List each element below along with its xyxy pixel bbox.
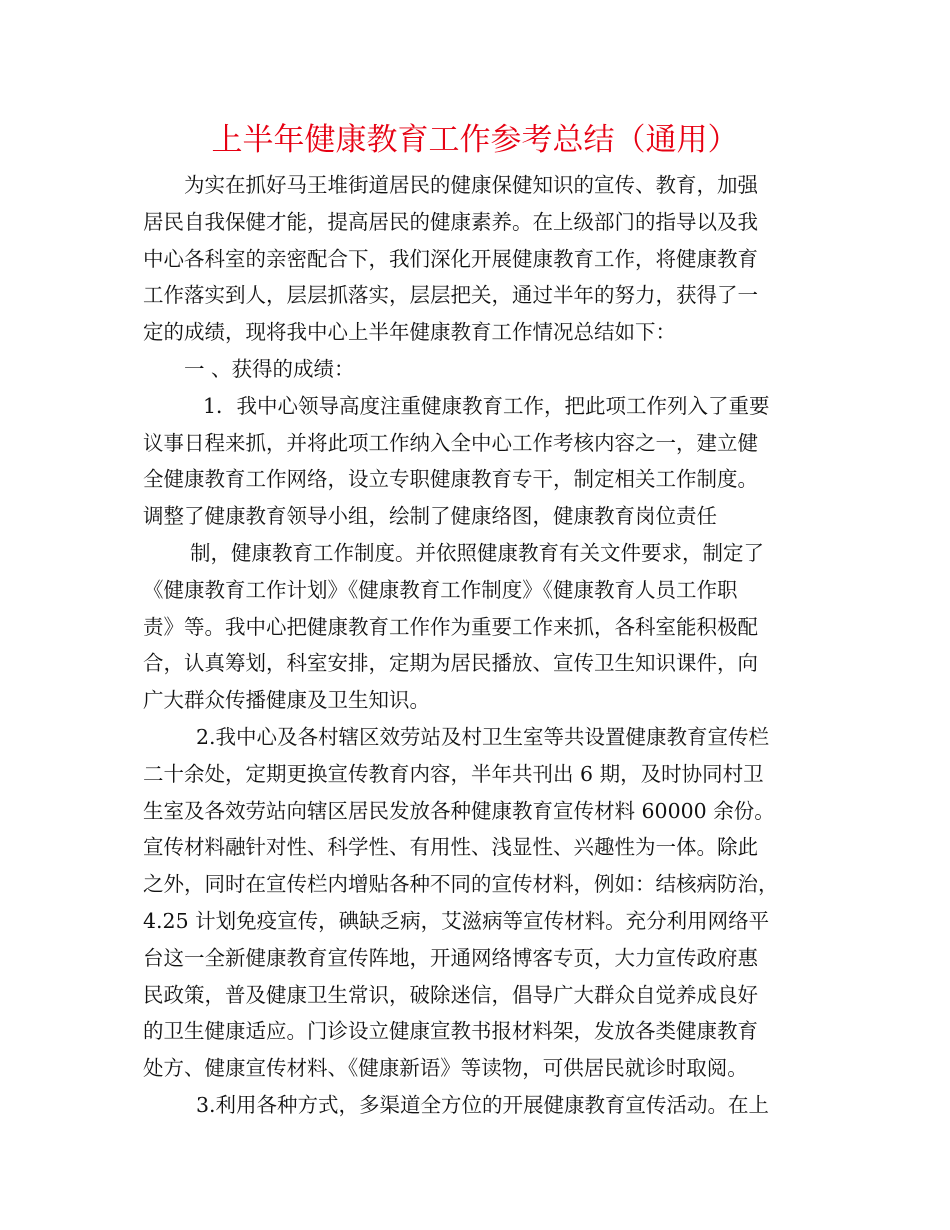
paragraph-line: 调整了健康教育领导小组，绘制了健康络图，健康教育岗位责任	[143, 504, 717, 529]
paragraph-line: 中心各科室的亲密配合下，我们深化开展健康教育工作，将健康教育	[143, 246, 758, 271]
paragraph-line: 民政策，普及健康卫生常识，破除迷信，倡导广大群众自觉养成良好	[143, 982, 758, 1007]
paragraph-line: 4.25 计划免疫宣传，碘缺乏病，艾滋病等宣传材料。充分利用网络平	[143, 908, 770, 933]
paragraph-line: 台这一全新健康教育宣传阵地，开通网络博客专页，大力宣传政府惠	[143, 945, 758, 970]
paragraph-line: 议事日程来抓，并将此项工作纳入全中心工作考核内容之一，建立健	[143, 430, 758, 455]
paragraph-line: 责》等。我中心把健康教育工作作为重要工作来抓，各科室能积极配	[143, 614, 758, 639]
paragraph-line: 二十余处，定期更换宣传教育内容，半年共刊出 6 期，及时协同村卫	[143, 761, 764, 786]
paragraph-line: 《健康教育工作计划》《健康教育工作制度》《健康教育人员工作职	[143, 577, 738, 602]
paragraph-line: 制，健康教育工作制度。并依照健康教育有关文件要求，制定了	[190, 540, 764, 565]
paragraph-line: 居民自我保健才能，提高居民的健康素养。在上级部门的指导以及我	[143, 209, 758, 234]
paragraph-line: 广大群众传播健康及卫生知识。	[143, 688, 430, 713]
document-title: 上半年健康教育工作参考总结（通用）	[211, 122, 739, 158]
section-heading: 一 、获得的成绩：	[184, 356, 355, 381]
paragraph-line: 为实在抓好马王堆街道居民的健康保健知识的宣传、教育，加强	[184, 173, 758, 197]
paragraph-line: 合，认真筹划，科室安排，定期为居民播放、宣传卫生知识课件，向	[143, 651, 758, 676]
paragraph-line: 生室及各效劳站向辖区居民发放各种健康教育宣传材料 60000 余份。	[143, 798, 775, 823]
paragraph-line: 的卫生健康适应。门诊设立健康宣教书报材料架，发放各类健康教育	[143, 1019, 758, 1044]
paragraph-line: 2.我中心及各村辖区效劳站及村卫生室等共设置健康教育宣传栏	[196, 724, 770, 749]
paragraph-line: 工作落实到人，层层抓落实，层层把关，通过半年的努力，获得了一	[143, 283, 758, 308]
paragraph-line: 全健康教育工作网络，设立专职健康教育专干，制定相关工作制度。	[143, 467, 758, 492]
paragraph-line: 处方、健康宣传材料、《健康新语》等读物，可供居民就诊时取阅。	[143, 1056, 748, 1081]
document-body	[143, 167, 823, 1124]
paragraph-line: 3.利用各种方式，多渠道全方位的开展健康教育宣传活动。在上	[196, 1092, 770, 1117]
paragraph-line: 之外，同时在宣传栏内增贴各种不同的宣传材料，例如：结核病防治，	[143, 872, 779, 897]
paragraph-line: 1．我中心领导高度注重健康教育工作，把此项工作列入了重要	[203, 393, 770, 418]
paragraph-line: 宣传材料融针对性、科学性、有用性、浅显性、兴趣性为一体。除此	[143, 835, 758, 860]
paragraph-line: 定的成绩，现将我中心上半年健康教育工作情况总结如下：	[143, 320, 676, 345]
